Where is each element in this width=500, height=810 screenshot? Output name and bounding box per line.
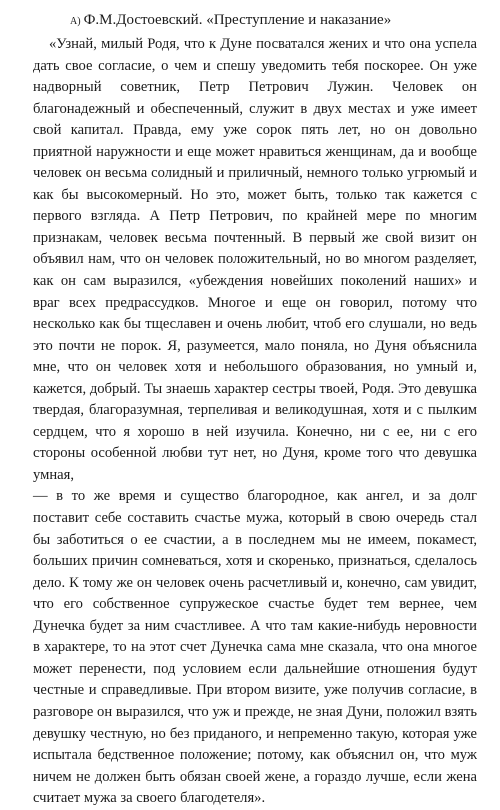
variant-marker: А): [70, 16, 81, 27]
document-heading: [33, 9, 477, 33]
paragraph-2: — в то же время и существо благородное, как ангел, и за долг поставит себе составить счастье мужа, который в свою очередь стал бы заботиться о ее счастии, а в последнем мы не имеем, покамест, больших причин сомневаться, хотя и скоренько, признаться, сделалось дело. К тому же он человек очень расчетливый и, конечно, сам увидит, что его собственное супружеское счастье будет тем вернее, чем Дунечка будет за ним счастливее. А что там какие-нибудь неровности в характере, то на этот счет Дунечка сама мне сказала, что она многое может перенести, под условием если дальнейшие отношения будут честные и справедливые. При втором визите, уже получив согласие, в разговоре он выразился, что уж и прежде, не зная Дуни, положил взять девушку честную, но без приданого, и непременно такую, которая уже испытала бедственное положение; потому, как объяснил он, что муж ничем не должен быть обязан своей жене, а гораздо лучше, если жена считает мужа за своего благодетеля».: [33, 488, 477, 807]
document-title: Ф.М.Достоевский. «Преступление и наказание»: [83, 12, 392, 28]
paragraph-1: «Узнай, милый Родя, что к Дуне посватался жених и что она успела дать свое согласие, о чем и спешу уведомить тебя поскорее. Он уже надворный советник, Петр Петрович Лужин. Человек он благонадежный и обеспеченный, служит в двух местах и уже имеет свой капитал. Правда, ему уже сорок пять лет, но он довольно приятной наружности и еще может нравиться женщинам, да и вообще человек он весьма солидный и приличный, немного только угрюмый и как бы высокомерный. Но это, может быть, только так кажется с первого взгляда. А Петр Петрович, по крайней мере по многим признакам, человек весьма почтенный. В первый же свой визит он объявил нам, что он человек положительный, но во многом разделяет, как он сам выразился, «убеждения новейших поколений наших» и враг всех предрассудков. Многое и еще он говорил, потому что несколько как бы тщеславен и очень любит, чтоб его слушали, но ведь это почти не порок. Я, разумеется, мало поняла, но Дуня объяснила мне, что он человек хотя и небольшого образования, но умный и, кажется, добрый. Ты знаешь характер сестры твоей, Родя. Это девушка твердая, благоразумная, терпеливая и великодушная, хотя и с пылким сердцем, что я хорошо в ней изучила. Конечно, ни с ее, ни с его стороны особенной любви тут нет, но Дуня, кроме того что девушка умная,: [33, 36, 477, 483]
